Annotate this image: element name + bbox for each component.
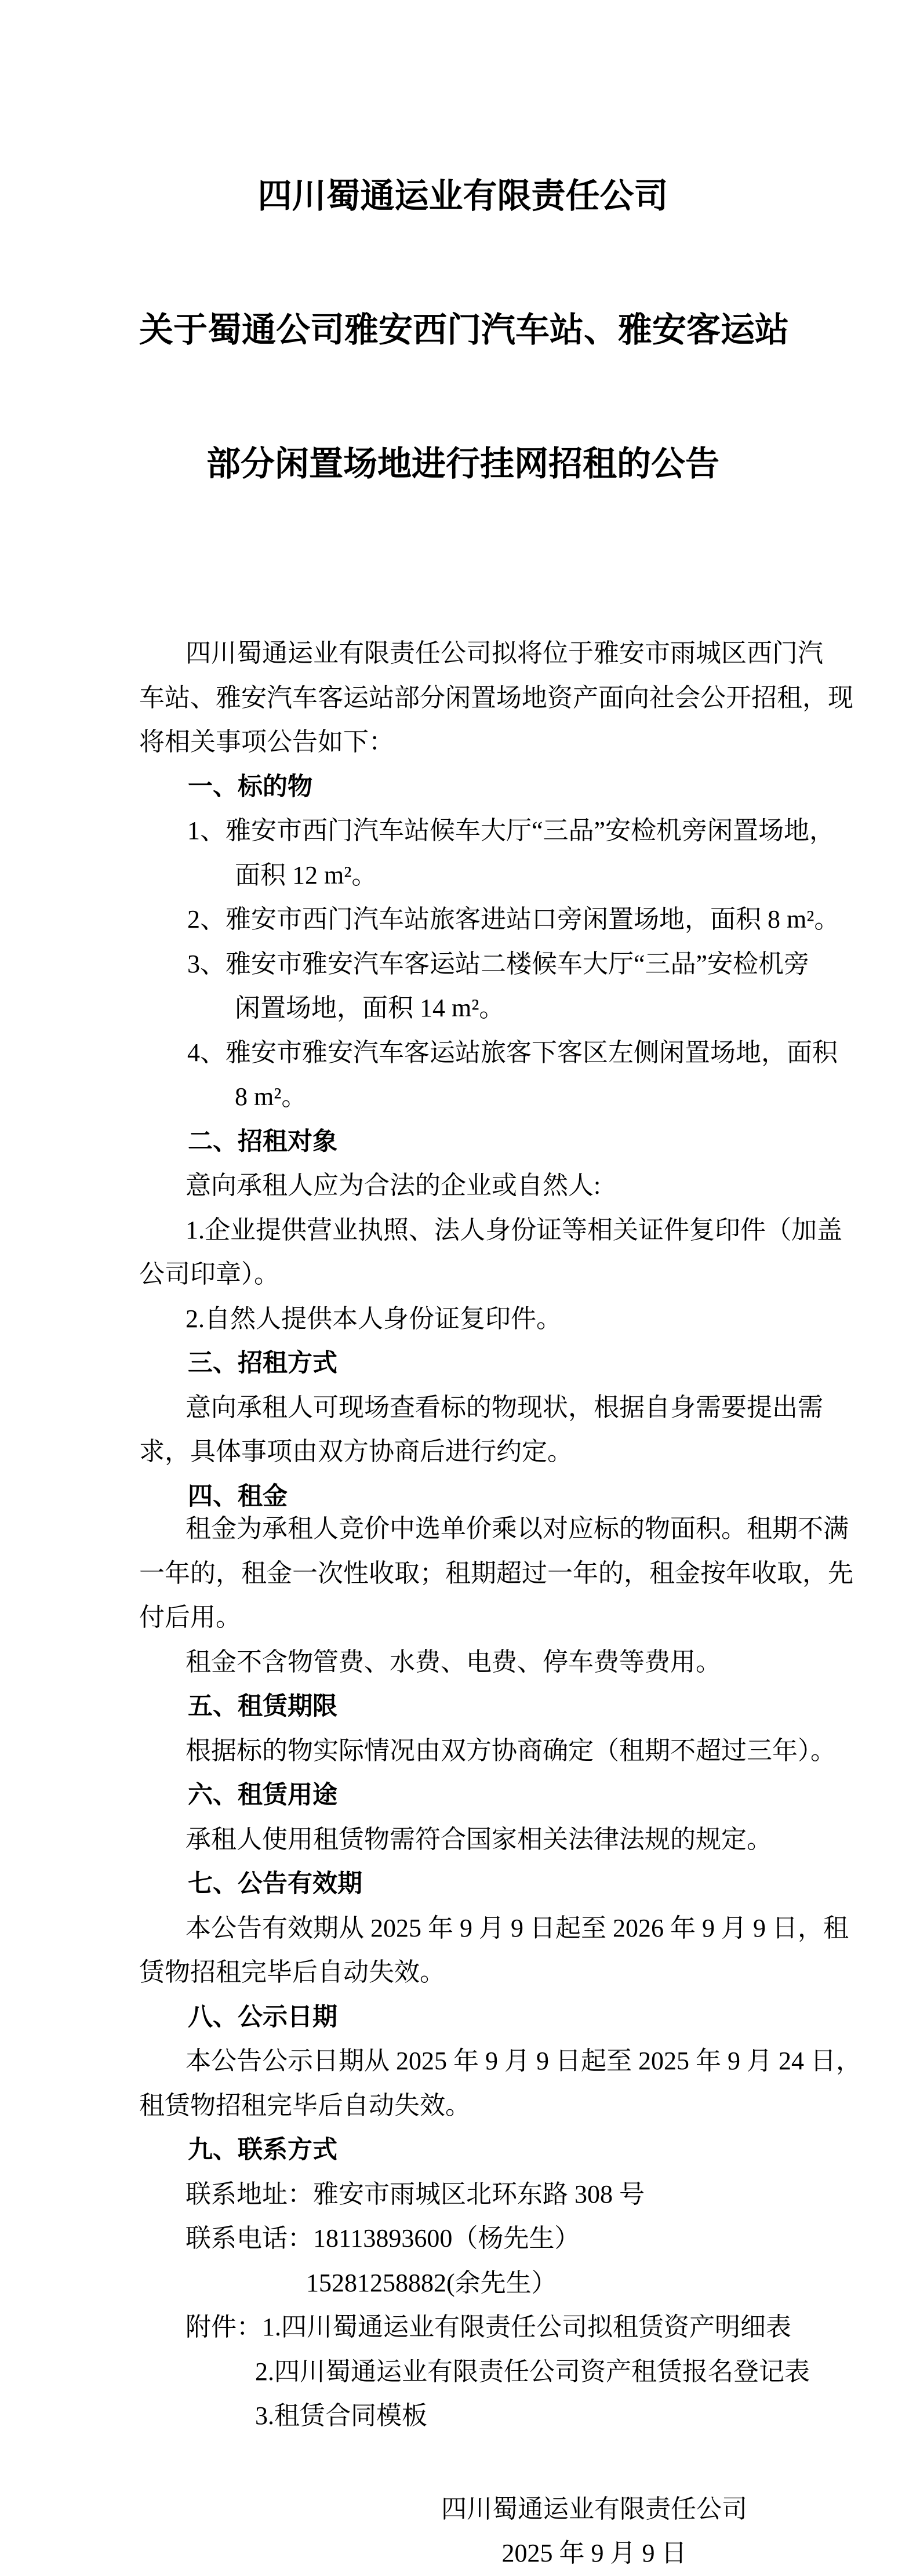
- list-item-1-line: 1、雅安市西门汽车站候车大厅“三品”安检机旁闲置场地，: [187, 816, 835, 845]
- intro-line: 车站、雅安汽车客运站部分闲置场地资产面向社会公开招租，现: [139, 683, 853, 712]
- intro-line: 将相关事项公告如下：: [139, 728, 394, 756]
- section-heading-6: 六、租赁用途: [188, 1781, 337, 1809]
- section-heading-9: 九、联系方式: [188, 2136, 337, 2164]
- section-heading-8: 八、公示日期: [188, 2003, 337, 2031]
- section-heading-2: 二、招租对象: [188, 1127, 337, 1156]
- signature-date: 2025 年 9 月 9 日: [501, 2539, 687, 2567]
- paragraph-line: 租金不含物管费、水费、电费、停车费等费用。: [186, 1647, 721, 1676]
- paragraph-line: 租赁物招租完毕后自动失效。: [139, 2091, 471, 2120]
- paragraph-line: 承租人使用租赁物需符合国家相关法律法规的规定。: [186, 1825, 772, 1854]
- attachments-line-1: 附件：1.四川蜀通运业有限责任公司拟租赁资产明细表: [186, 2313, 791, 2341]
- contact-phone-line-1: 联系电话：18113893600（杨先生）: [186, 2224, 580, 2252]
- signature-company: 四川蜀通运业有限责任公司: [441, 2494, 747, 2523]
- paragraph-line: 1.企业提供营业执照、法人身份证等相关证件复印件（加盖: [186, 1215, 842, 1244]
- doc-title-line-1: 四川蜀通运业有限责任公司: [257, 177, 668, 215]
- list-item-2-line: 2、雅安市西门汽车站旅客进站口旁闲置场地，面积 8 m²。: [187, 905, 840, 933]
- attachments-line-2: 2.四川蜀通运业有限责任公司资产租赁报名登记表: [255, 2357, 810, 2386]
- section-heading-3: 三、招租方式: [188, 1349, 337, 1377]
- doc-title-line-2: 关于蜀通公司雅安西门汽车站、雅安客运站: [139, 311, 790, 349]
- attachments-line-3: 3.租赁合同模板: [255, 2401, 427, 2430]
- section-heading-5: 五、租赁期限: [188, 1692, 337, 1720]
- paragraph-line: 一年的，租金一次性收取；租期超过一年的，租金按年收取，先: [139, 1558, 853, 1587]
- paragraph-line: 根据标的物实际情况由双方协商确定（租期不超过三年）。: [186, 1736, 836, 1765]
- doc-title: [139, 85, 790, 576]
- paragraph-line: 租金为承租人竞价中选单价乘以对应标的物面积。租期不满: [186, 1514, 849, 1543]
- section-heading-7: 七、公告有效期: [188, 1870, 362, 1898]
- paragraph-line: 意向承租人应为合法的企业或自然人:: [186, 1171, 601, 1200]
- section-heading-1: 一、标的物: [188, 772, 312, 801]
- list-item-3-line: 3、雅安市雅安汽车客运站二楼候车大厅“三品”安检机旁: [187, 949, 810, 978]
- section-heading-4: 四、租金: [188, 1482, 288, 1510]
- paragraph-line: 本公告有效期从 2025 年 9 月 9 日起至 2026 年 9 月 9 日，租: [186, 1913, 849, 1942]
- list-item-4-line: 8 m²。: [235, 1082, 307, 1111]
- contact-phone-line-2: 15281258882(余先生）: [306, 2268, 557, 2297]
- paragraph-line: 意向承租人可现场查看标的物现状，根据自身需要提出需: [186, 1393, 823, 1422]
- contact-address-line: 联系地址：雅安市雨城区北环东路 308 号: [186, 2179, 645, 2208]
- paragraph-line: 求，具体事项由双方协商后进行约定。: [139, 1437, 573, 1466]
- paragraph-line: 本公告公示日期从 2025 年 9 月 9 日起至 2025 年 9 月 24 日，: [186, 2047, 861, 2075]
- doc-body: [139, 631, 861, 2576]
- paragraph-line: 公司印章）。: [139, 1260, 279, 1288]
- paragraph-line: 2.自然人提供本人身份证复印件。: [186, 1304, 562, 1333]
- signature-block: [420, 2487, 768, 2576]
- list-item-4-line: 4、雅安市雅安汽车客运站旅客下客区左侧闲置场地，面积: [187, 1038, 838, 1067]
- doc-title-line-3: 部分闲置场地进行挂网招租的公告: [206, 445, 719, 483]
- paragraph-line: 赁物招租完毕后自动失效。: [139, 1958, 445, 1986]
- list-item-1-line: 面积 12 m²。: [235, 860, 377, 889]
- paragraph-line: 付后用。: [139, 1603, 241, 1632]
- list-item-3-line: 闲置场地，面积 14 m²。: [235, 994, 505, 1022]
- intro-line: 四川蜀通运业有限责任公司拟将位于雅安市雨城区西门汽: [186, 639, 823, 667]
